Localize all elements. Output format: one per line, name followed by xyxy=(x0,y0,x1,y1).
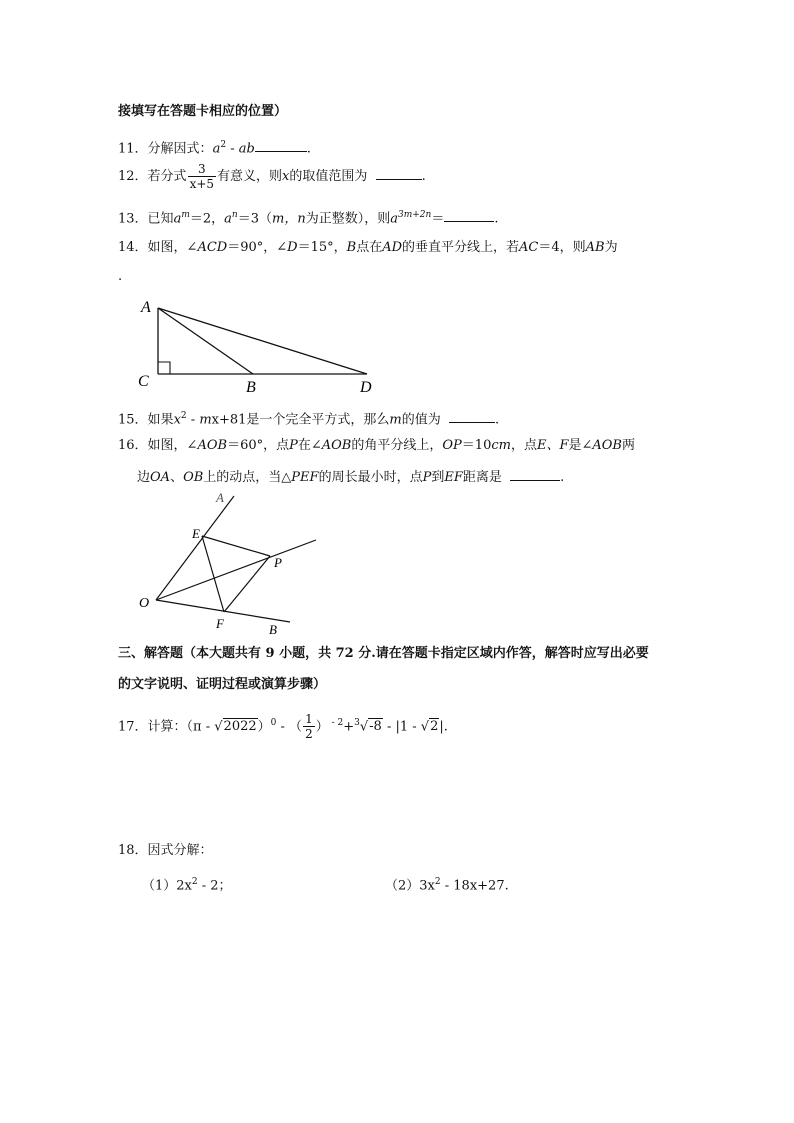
question-number: 14． xyxy=(118,240,148,255)
section-3-heading: 三、解答题（本大题共有 9 小题，共 72 分.请在答题卡指定区域内作答，解答时应写出必要 xyxy=(118,646,649,661)
right-angle-mark xyxy=(158,362,170,374)
label-f: F xyxy=(216,616,224,631)
question-number: 12． xyxy=(118,169,148,184)
answer-blank xyxy=(376,167,422,180)
question-12: 12．若分式 $\frac{3}{x+5}$ 有意义，则x的取值范围为 . xyxy=(118,162,426,191)
question-17: 17．计算：（π - √2022）$^0$ - （ $\frac{1}{2}$ ） $^{- 2}$+$^3$√-8 - |1 - √2|. xyxy=(118,712,448,742)
question-number: 13． xyxy=(118,211,148,227)
figure-triangle-acd xyxy=(130,290,390,400)
question-16: 16．如图，∠AOB＝60°，点P在∠AOB的角平分线上，OP＝10cm，点E、F是∠AOB两 xyxy=(118,438,636,453)
segment-fp xyxy=(224,556,270,612)
label-c: C xyxy=(138,373,149,390)
question-number: 17． xyxy=(118,719,148,735)
answer-blank xyxy=(255,139,307,152)
fraction: $\frac{1}{2}$ xyxy=(305,712,313,742)
segment-ep xyxy=(202,536,270,556)
question-number: 18． xyxy=(118,843,148,858)
label-a: A xyxy=(141,299,151,316)
question-number: 16． xyxy=(118,438,148,453)
label-p: P xyxy=(274,555,282,570)
segment-ef xyxy=(202,536,224,612)
section-2-tail: 接填写在答题卡相应的位置） xyxy=(118,104,288,119)
question-11: 11．分解因式：$a^2$ - ab . xyxy=(118,140,311,157)
answer-blank xyxy=(449,410,495,423)
question-13: 13．已知$a^m=2$，$a^n=3(m$，n为正整数），则$a^{3m+2n}=$ . xyxy=(118,210,499,227)
question-number: 15． xyxy=(118,412,148,428)
answer-blank xyxy=(444,209,494,222)
label-a: A xyxy=(216,492,224,505)
section-3-heading-line-2: 的文字说明、证明过程或演算步骤） xyxy=(118,677,327,692)
segment-ad xyxy=(158,308,367,374)
label-o: O xyxy=(139,596,150,611)
question-18: 18．因式分解： xyxy=(118,843,213,858)
ray-op xyxy=(156,540,316,600)
question-14-continuation: . xyxy=(118,269,123,284)
figure-angle-aob xyxy=(130,492,330,642)
question-18-part-1: $(1)2x^2 - 2$； xyxy=(142,877,232,894)
label-d: D xyxy=(360,379,372,396)
question-15: 15．如果$x^2 - mx+81$是一个完全平方式，那么m的值为 . xyxy=(118,411,500,428)
answer-blank xyxy=(510,468,560,481)
label-b: B xyxy=(269,622,277,637)
question-number: 11． xyxy=(118,141,148,157)
question-14: 14．如图，∠ACD＝90°，∠D＝15°，B点在AD的垂直平分线上，若AC＝4，则AB为 xyxy=(118,240,618,255)
fraction: $\frac{3}{x+5}$ xyxy=(189,162,215,191)
label-b: B xyxy=(246,379,256,396)
question-16-line-2: 边OA、OB上的动点，当△PEF的周长最小时，点P到EF距离是 . xyxy=(137,470,565,485)
question-18-part-2: $(2)3x^2 - 18x+27$. xyxy=(385,877,509,894)
label-e: E xyxy=(192,526,200,541)
segment-ab xyxy=(158,308,253,374)
ray-oa xyxy=(156,496,234,600)
